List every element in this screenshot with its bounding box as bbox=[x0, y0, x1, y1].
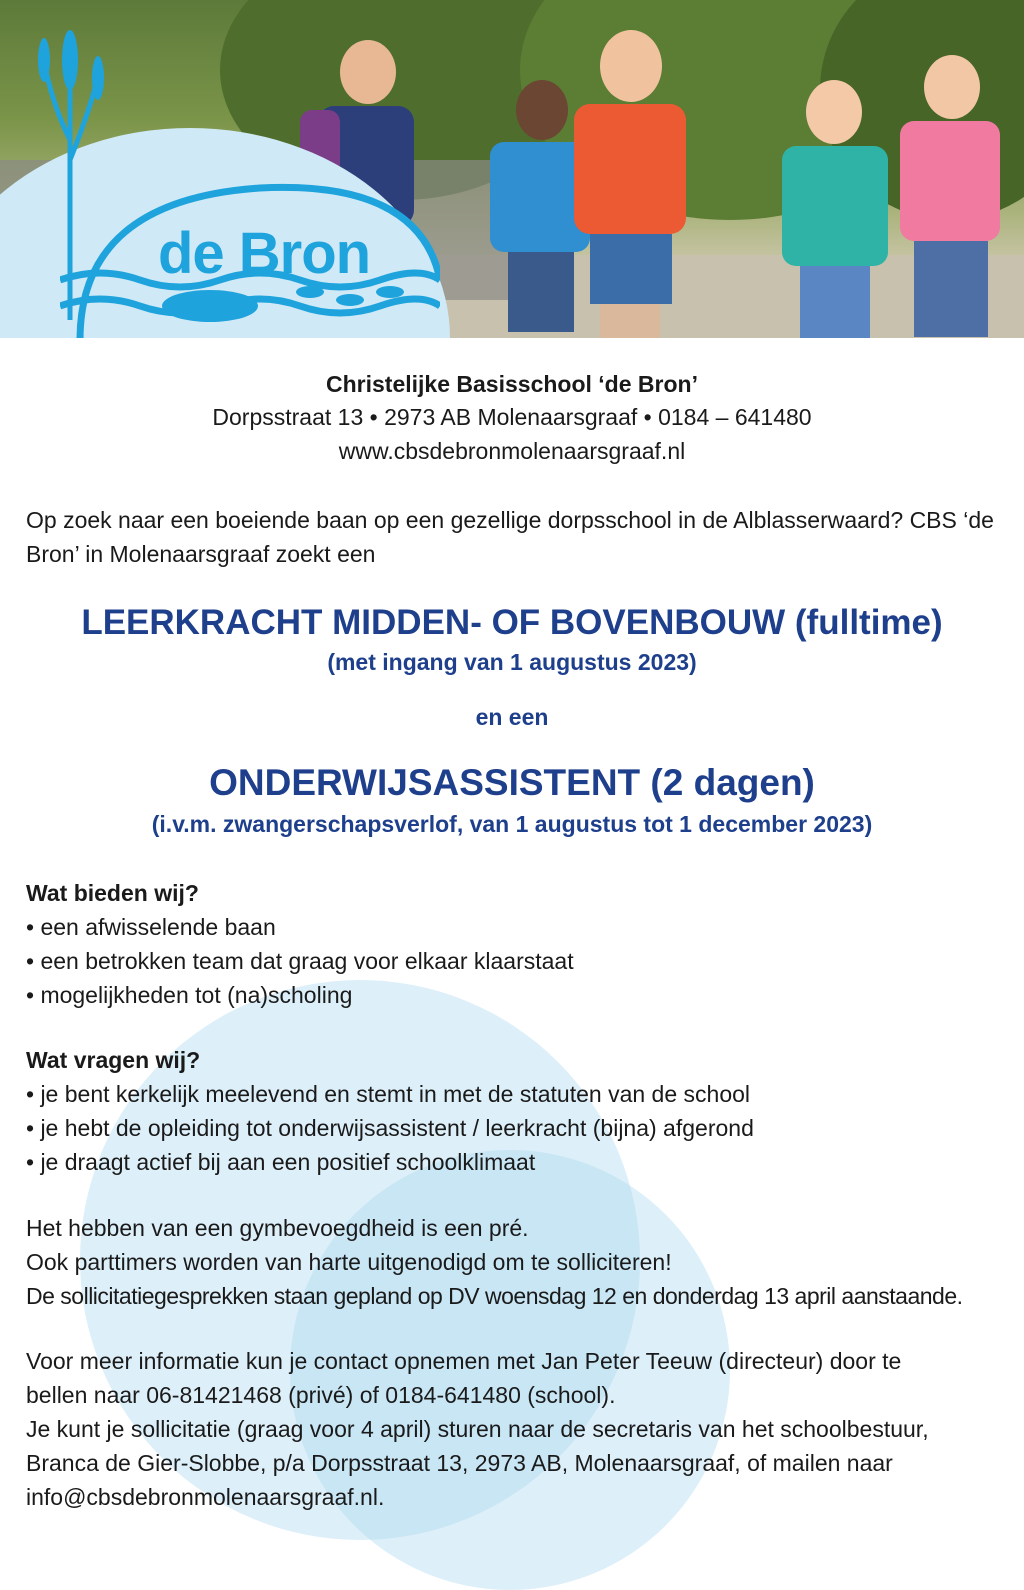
hero-photo bbox=[0, 0, 1024, 338]
job2-subtitle: (i.v.m. zwangerschapsverlof, van 1 augustus tot 1 december 2023) bbox=[151, 811, 873, 837]
extra-line: Het hebben van een gymbevoegdheid is een pré. bbox=[26, 1215, 529, 1241]
list-item: • een afwisselende baan bbox=[26, 914, 276, 940]
intro-text: Op zoek naar een boeiende baan op een gezellige dorpsschool in de Alblasserwaard? CBS ‘de Bron’ in Molenaarsgraaf zoekt een bbox=[26, 507, 994, 567]
job1-subtitle: (met ingang van 1 augustus 2023) bbox=[327, 649, 697, 675]
contact-line: Je kunt je sollicitatie (graag voor 4 april) sturen naar de secretaris van het schoolbestuur, bbox=[26, 1416, 929, 1442]
logo-text: de Bron bbox=[158, 221, 371, 286]
connector-text: en een bbox=[475, 704, 549, 730]
offer-section bbox=[26, 876, 998, 1012]
job1-title: LEERKRACHT MIDDEN- OF BOVENBOUW (fulltime) bbox=[81, 603, 943, 642]
list-item: • een betrokken team dat graag voor elkaar klaarstaat bbox=[26, 948, 574, 974]
contact-line: bellen naar 06-81421468 (privé) of 0184-641480 (school). bbox=[26, 1382, 616, 1408]
extra-section bbox=[26, 1211, 998, 1313]
contact-section bbox=[26, 1344, 998, 1514]
contact-email[interactable]: info@cbsdebronmolenaarsgraaf.nl. bbox=[26, 1484, 385, 1510]
job2-block bbox=[26, 758, 998, 840]
school-name: Christelijke Basisschool ‘de Bron’ bbox=[326, 371, 698, 397]
school-address: Dorpsstraat 13 • 2973 AB Molenaarsgraaf • 0184 – 641480 bbox=[212, 404, 812, 430]
child-figure bbox=[890, 55, 1010, 338]
logo-waves-fish-icon bbox=[60, 262, 440, 338]
extra-line: Ook parttimers worden van harte uitgenodigd om te solliciteren! bbox=[26, 1249, 672, 1275]
job1-block bbox=[26, 600, 998, 678]
child-figure bbox=[560, 30, 700, 338]
ask-section bbox=[26, 1043, 998, 1179]
list-item: • je hebt de opleiding tot onderwijsassistent / leerkracht (bijna) afgerond bbox=[26, 1115, 754, 1141]
school-header bbox=[26, 368, 998, 468]
contact-line: Branca de Gier-Slobbe, p/a Dorpsstraat 13, 2973 AB, Molenaarsgraaf, of mailen naar bbox=[26, 1450, 893, 1476]
ask-heading: Wat vragen wij? bbox=[26, 1047, 201, 1073]
offer-heading: Wat bieden wij? bbox=[26, 880, 199, 906]
list-item: • mogelijkheden tot (na)scholing bbox=[26, 982, 353, 1008]
child-figure bbox=[770, 80, 900, 338]
extra-line: De sollicitatiegesprekken staan gepland op DV woensdag 12 en donderdag 13 april aanstaande. bbox=[26, 1283, 963, 1309]
list-item: • je draagt actief bij aan een positief schoolklimaat bbox=[26, 1149, 536, 1175]
school-website: www.cbsdebronmolenaarsgraaf.nl bbox=[338, 438, 686, 464]
list-item: • je bent kerkelijk meelevend en stemt in met de statuten van de school bbox=[26, 1081, 751, 1107]
contact-line: Voor meer informatie kun je contact opnemen met Jan Peter Teeuw (directeur) door te bbox=[26, 1348, 902, 1374]
job2-title: ONDERWIJSASSISTENT (2 dagen) bbox=[209, 762, 815, 803]
